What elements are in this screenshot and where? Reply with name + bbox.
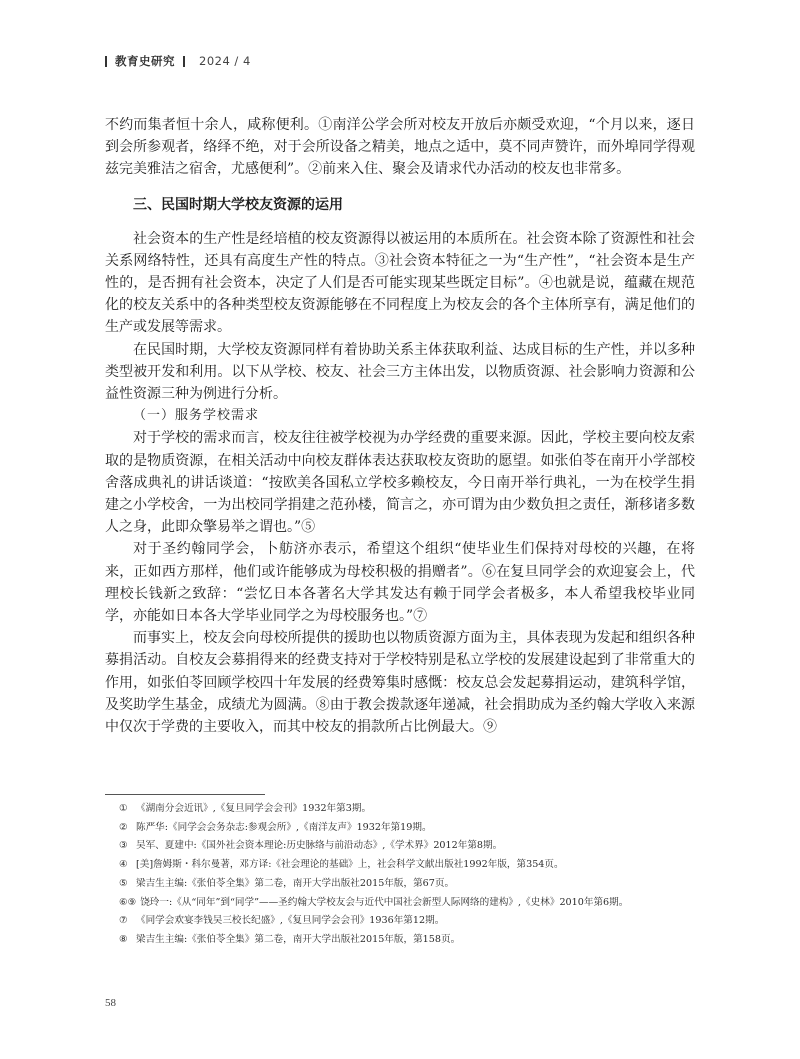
paragraph-social-capital: 社会资本的生产性是经培植的校友资源得以被运用的本质所在。社会资本除了资源性和社会关系网络特性，还具有高度生产性的特点。③社会资本特征之一为“生产性”，“社会资本是生产性的，是否拥有社会资本，决定了人们是否可能实现某些既定目标”。④也就是说，蕴藏在规范化的校友关系中的各种类型校友资源能够在不同程度上为校友会的各个主体所享有，满足他们的生产或发展等需求。 xyxy=(105,230,695,336)
footnotes xyxy=(105,800,695,950)
paragraph-republic-period: 在民国时期，大学校友资源同样有着协助关系主体获取利益、达成目标的生产性，并以多种类型被开发和利用。以下从学校、校友、社会三方主体出发，以物质资源、社会影响力资源和公益性资源三种为例进行分析。 xyxy=(105,341,695,403)
paragraph-continued: 不约而集者恒十余人，咸称便利。①南洋公学会所对校友开放后亦颇受欢迎，“个月以来，逐日到会所参观者，络绎不绝，对于会所设备之精美，地点之适中，莫不同声赞许，而外埠同学得观兹完美雅洁之宿舍，尤感便利”。②前来入住、聚会及请求代办活动的校友也非常多。 xyxy=(105,117,695,178)
header-bar-left xyxy=(105,56,107,67)
footnote: ⑦ 《同学会欢宴李钱吴三校长纪盛》,《复旦同学会会刊》1936年第12期。 xyxy=(119,915,445,927)
page-number: 58 xyxy=(105,997,116,1009)
running-header xyxy=(105,53,251,69)
footnote: ③ 吴军、夏建中:《国外社会资本理论:历史脉络与前沿动态》,《学术界》2012年第8期。 xyxy=(119,840,503,852)
footnote: ⑤ 梁吉生主编:《张伯苓全集》第二卷，南开大学出版社2015年版，第67页。 xyxy=(119,877,455,889)
section-heading: 三、民国时期大学校友资源的运用 xyxy=(133,196,343,213)
header-bar-right xyxy=(183,56,185,67)
paragraph-st-johns: 对于圣约翰同学会，卜舫济亦表示，希望这个组织“使毕业生们保持对母校的兴趣，在将来，正如西方那样，他们或许能够成为母校积极的捐赠者”。⑥在复旦同学会的欢迎宴会上，代理校长钱新之致辞：“尝忆日本各著名大学其发达有赖于同学会者极多，本人希望我校毕业同学，亦能如日本各大学毕业同学之为母校服务也。”⑦ xyxy=(105,541,695,625)
footnote: ⑥⑨ 饶玲一:《从“同年”到“同学”——圣约翰大学校友会与近代中国社会新型人际网络的建构》,《史林》2010年第6期。 xyxy=(119,896,629,908)
footnote: ⑧ 梁吉生主编:《张伯苓全集》第二卷，南开大学出版社2015年版，第158页。 xyxy=(119,933,461,945)
footnote: ④ [美]詹姆斯・科尔曼著，邓方译:《社会理论的基础》上，社会科学文献出版社1992年版，第354页。 xyxy=(119,859,564,871)
issue-label: 2024 / 4 xyxy=(199,54,251,68)
article-body xyxy=(105,114,695,738)
subsection-heading: （一）服务学校需求 xyxy=(133,408,260,424)
footnote: ② 陈严华:《同学会会务杂志:参观会所》,《南洋友声》1932年第19期。 xyxy=(119,821,432,833)
paragraph-school-needs: 对于学校的需求而言，校友往往被学校视为办学经费的重要来源。因此，学校主要向校友索取的是物质资源，在相关活动中向校友群体表达获取校友资助的愿望。如张伯苓在南开小学部校舍落成典礼的讲话谈道：“按欧美各国私立学校多赖校友，今日南开举行典礼，一为在校学生捐建之小学校舍，一为出校同学捐建之范孙楼，简言之，亦可谓为由少数负担之责任，渐移诸多数人之身，此即众擎易举之谓也。”⑤ xyxy=(105,430,695,536)
paragraph-fundraising: 而事实上，校友会向母校所提供的援助也以物质资源方面为主，具体表现为发起和组织各种募捐活动。自校友会募捐得来的经费支持对于学校特别是私立学校的发展建设起到了非常重大的作用，如张伯苓回顾学校四十年发展的经费筹集时感慨：校友总会发起募捐运动，建筑科学馆，及奖助学生基金，成绩尤为圆满。⑧由于教会拨款逐年递减，社会捐助成为圣约翰大学收入来源中仅次于学费的主要收入，而其中校友的捐款所占比例最大。⑨ xyxy=(105,630,695,736)
journal-name: 教育史研究 xyxy=(115,54,175,68)
footnote: ① 《湖南分会近讯》,《复旦同学会会刊》1932年第3期。 xyxy=(119,803,372,814)
footnote-divider xyxy=(105,794,265,795)
